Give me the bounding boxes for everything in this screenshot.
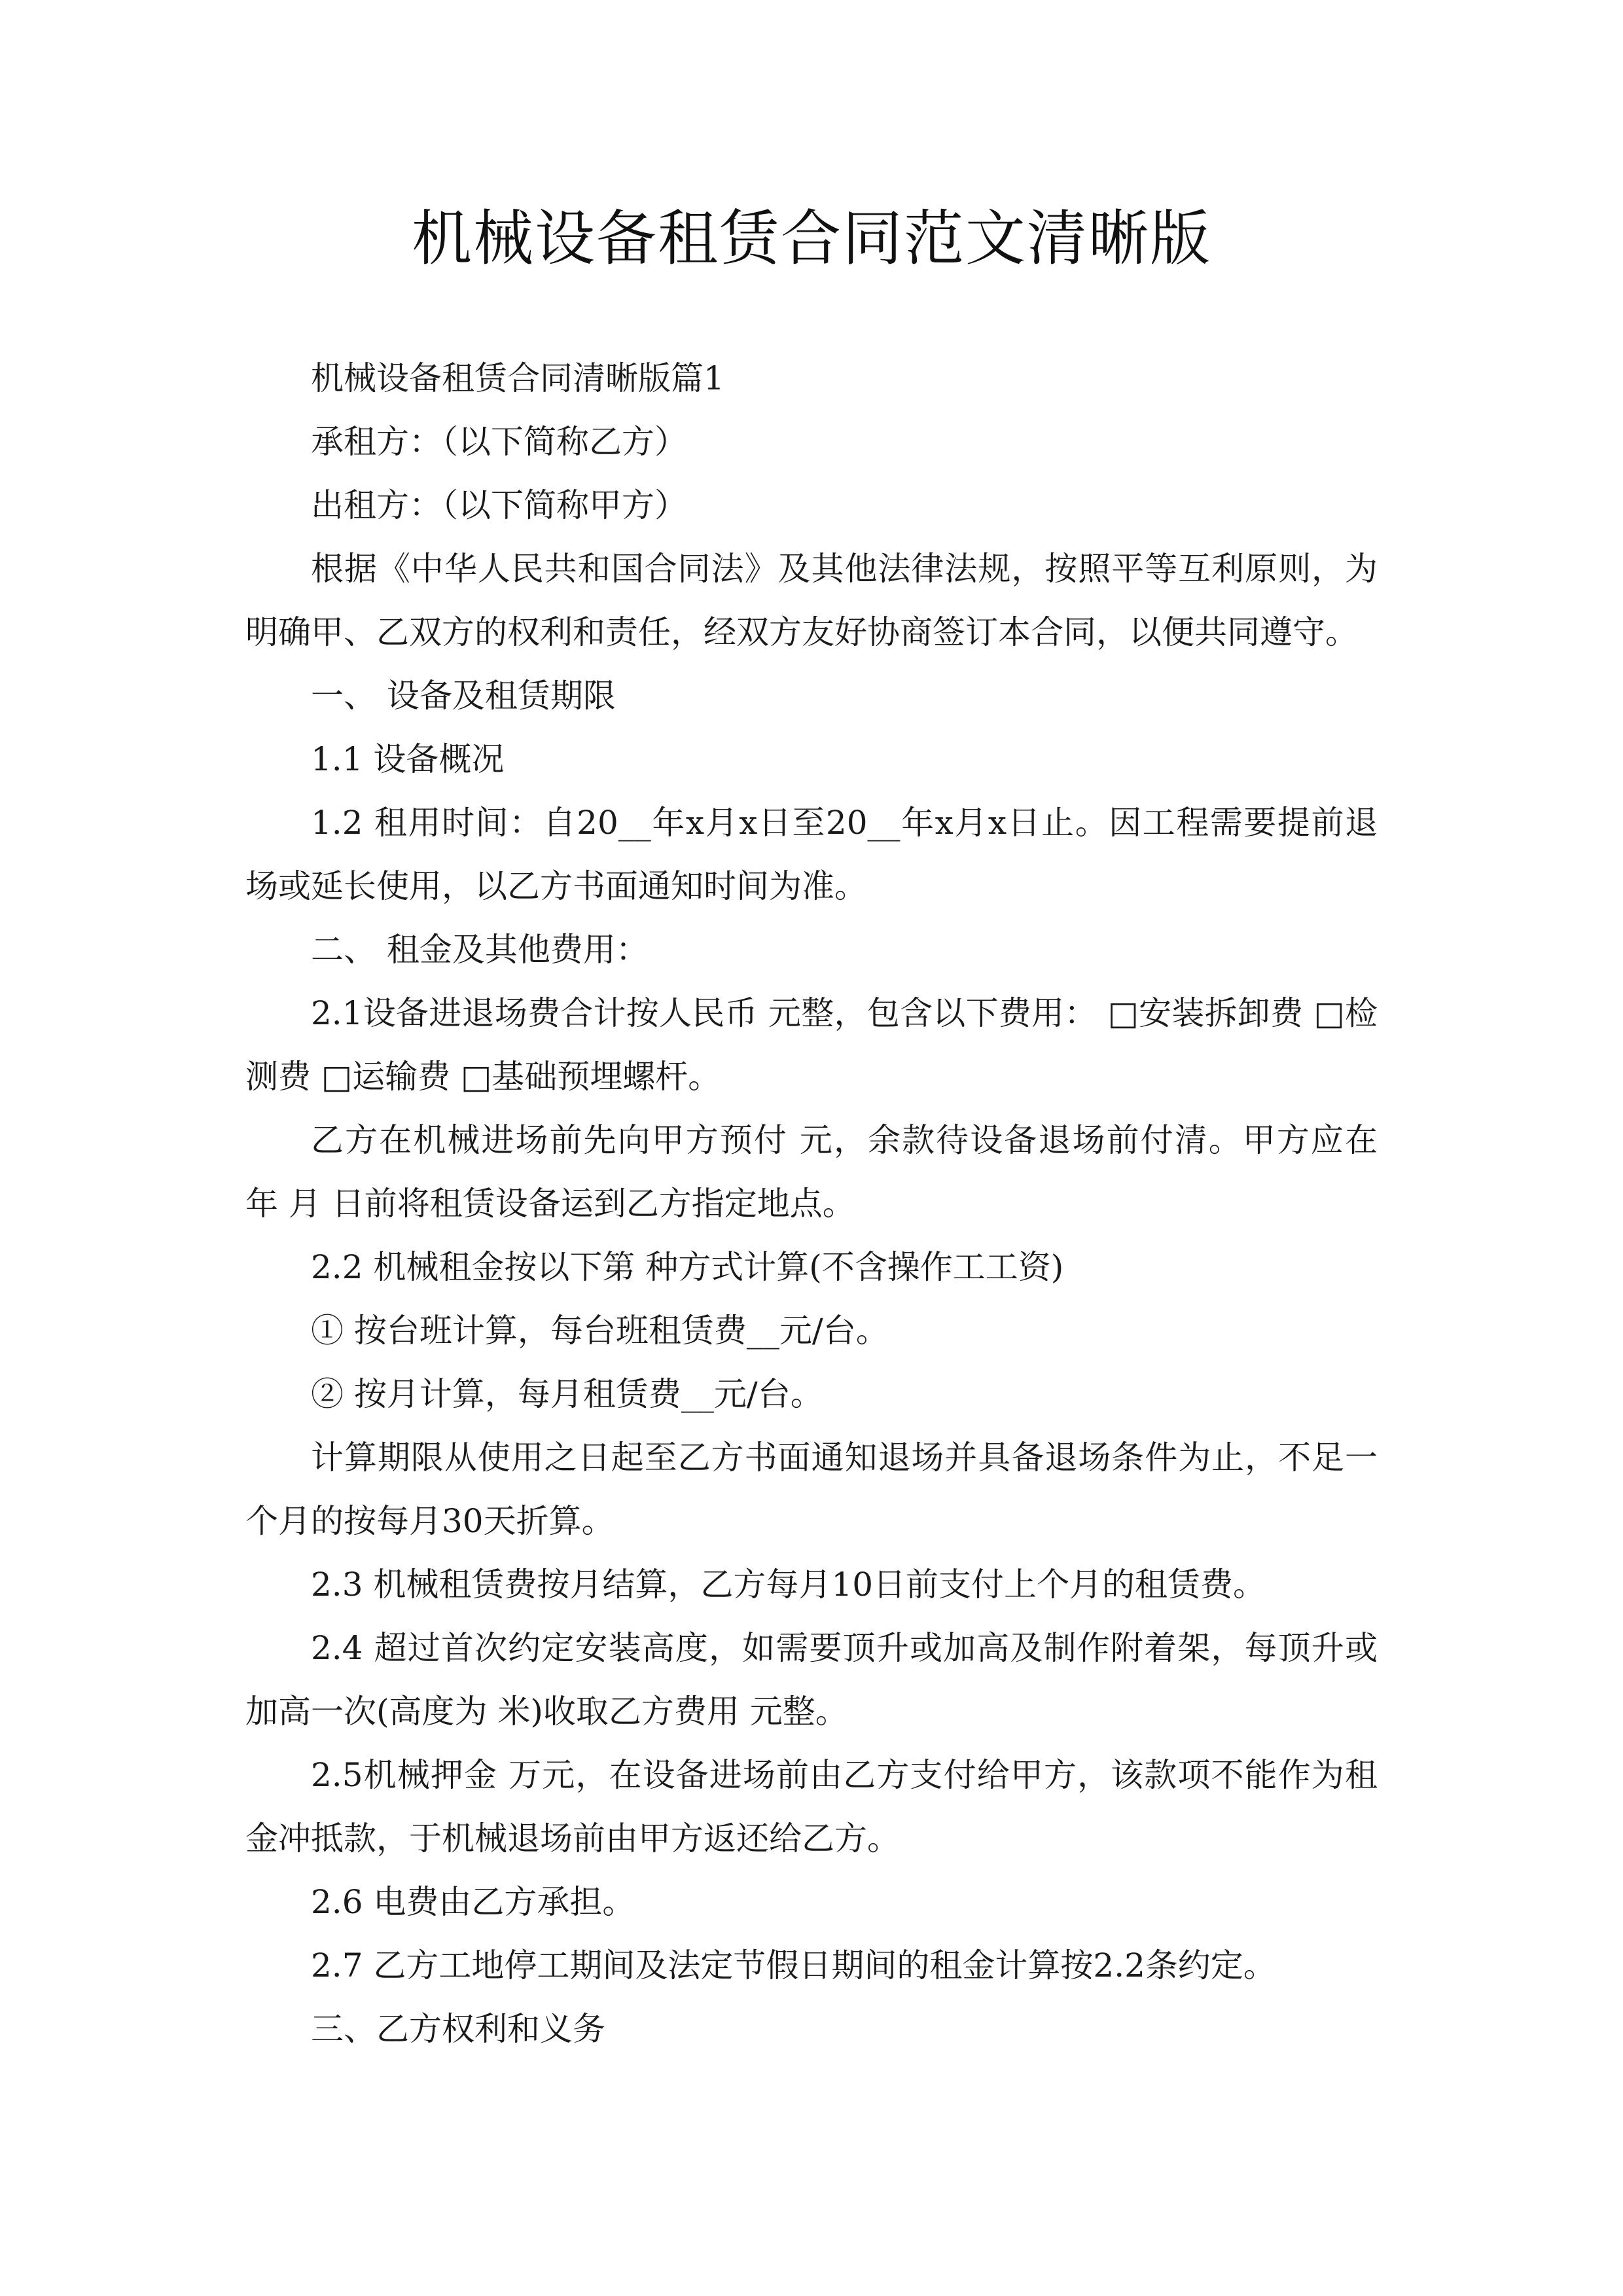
clause-1-2: 1.2 租用时间：自20__年x月x日至20__年x月x日止。因工程需要提前退场或延长使用，以乙方书面通知时间为准。 <box>245 804 1378 905</box>
clause-2-1: 2.1设备进退场费合计按人民币 元整，包含以下费用： □安装拆卸费 □检测费 □运输费 □基础预埋螺杆。 <box>245 994 1378 1096</box>
prepayment-paragraph: 乙方在机械进场前先向甲方预付 元，余款待设备退场前付清。甲方应在 年 月 日前将租赁设备运到乙方指定地点。 <box>245 1121 1378 1223</box>
preamble-paragraph: 根据《中华人民共和国合同法》及其他法律法规，按照平等互利原则，为明确甲、乙双方的权利和责任，经双方友好协商签订本合同，以便共同遵守。 <box>245 550 1378 651</box>
lessee-line: 承租方：（以下简称乙方） <box>311 423 687 461</box>
section-heading-1: 机械设备租赁合同清晰版篇1 <box>311 359 724 397</box>
option-1: ① 按台班计算，每台班租赁费__元/台。 <box>311 1312 889 1350</box>
calculation-period-paragraph: 计算期限从使用之日起至乙方书面通知退场并具备退场条件为止，不足一个月的按每月30天折算。 <box>245 1439 1378 1540</box>
clause-heading-lessee-rights: 三、乙方权利和义务 <box>311 2010 605 2048</box>
clause-2-3: 2.3 机械租赁费按月结算，乙方每月10日前支付上个月的租赁费。 <box>311 1566 1266 1604</box>
lessor-line: 出租方：（以下简称甲方） <box>311 486 687 524</box>
clause-heading-equipment: 一、 设备及租赁期限 <box>311 677 616 715</box>
clause-heading-rent: 二、 租金及其他费用： <box>311 931 649 969</box>
option-2: ② 按月计算，每月租赁费__元/台。 <box>311 1375 823 1413</box>
document-body <box>245 347 1378 2061</box>
clause-1-1: 1.1 设备概况 <box>311 740 505 778</box>
clause-2-4: 2.4 超过首次约定安装高度，如需要顶升或加高及制作附着架，每顶升或加高一次(高度为 米)收取乙方费用 元整。 <box>245 1629 1378 1731</box>
clause-2-2: 2.2 机械租金按以下第 种方式计算(不含操作工工资) <box>311 1248 1064 1286</box>
clause-2-7: 2.7 乙方工地停工期间及法定节假日期间的租金计算按2.2条约定。 <box>311 1946 1276 1984</box>
clause-2-5: 2.5机械押金 万元，在设备进场前由乙方支付给甲方，该款项不能作为租金冲抵款，于机械退场前由甲方返还给乙方。 <box>245 1756 1378 1857</box>
clause-2-6: 2.6 电费由乙方承担。 <box>311 1883 635 1921</box>
document-title: 机械设备租赁合同范文清晰版 <box>411 204 1211 274</box>
